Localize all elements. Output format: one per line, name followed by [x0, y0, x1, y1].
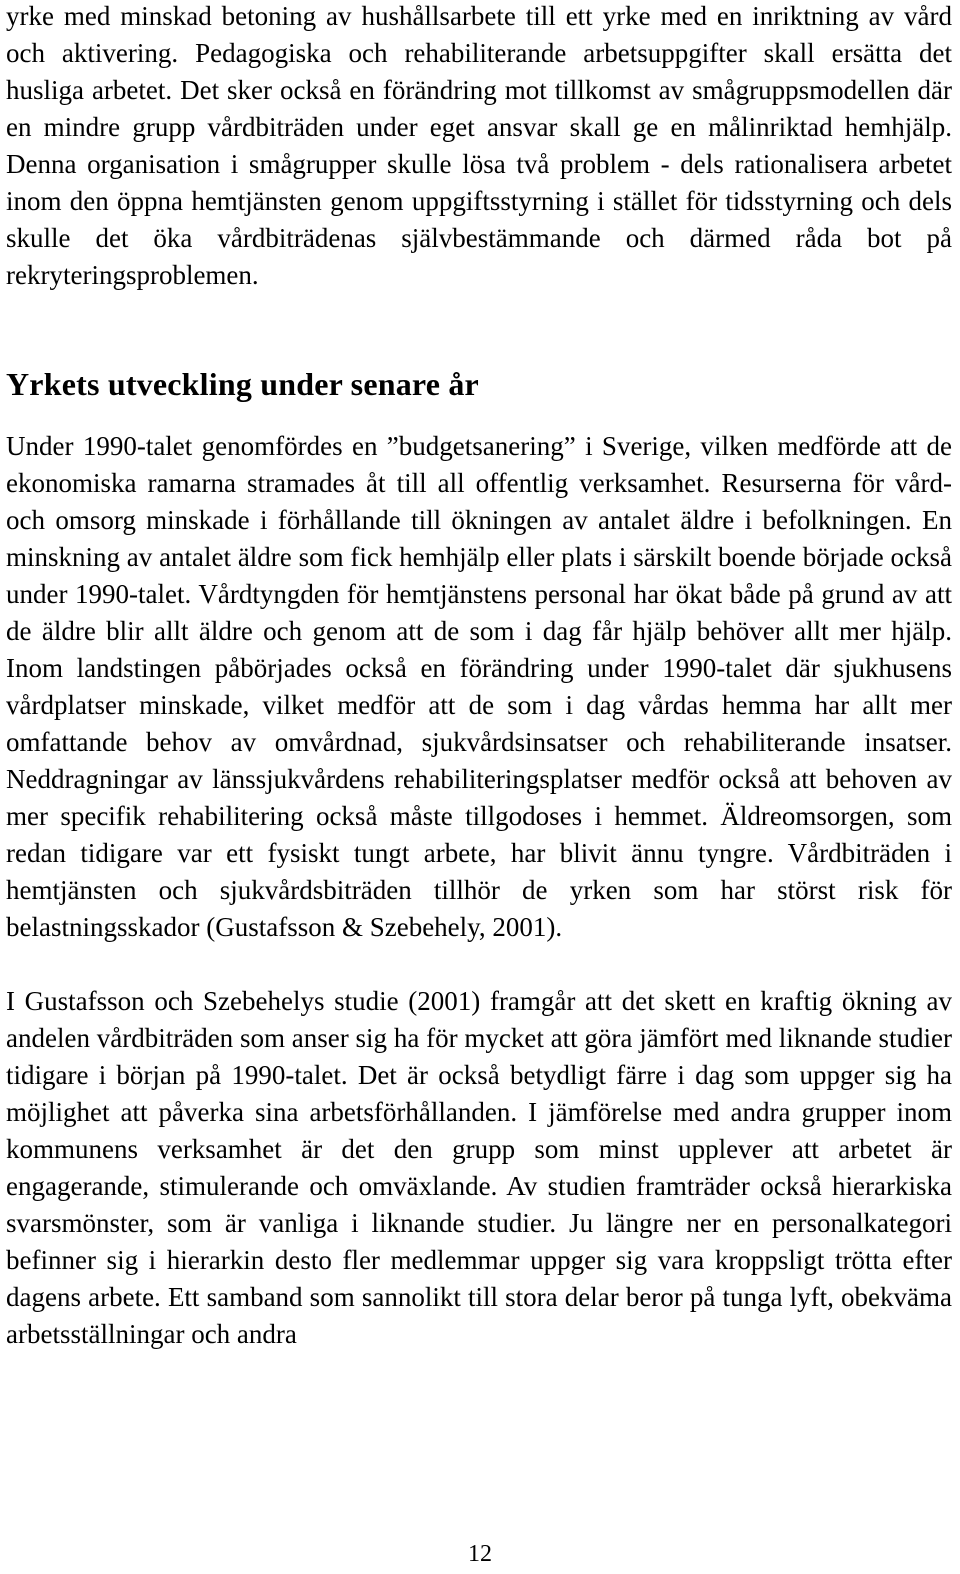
- document-page: [6, 0, 952, 1353]
- body-paragraph-budget: Under 1990-talet genomfördes en ”budgetsanering” i Sverige, vilken medförde att de ekonomiska ramarna stramades åt till all offentlig verksamhet. Resurserna för vård- och omsorg minskade i förhållande till ökningen av antalet äldre i befolkningen. En minskning av antalet äldre som fick hemhjälp eller plats i särskilt boende började också under 1990-talet. Vårdtyngden för hemtjänstens personal har ökat både på grund av att de äldre blir allt äldre och genom att de som i dag får hjälp behöver allt mer hjälp. Inom landstingen påbörjades också en förändring under 1990-talet där sjukhusens vårdplatser minskade, vilket medför att de som i dag vårdas hemma har allt mer omfattande behov av omvårdnad, sjukvårdsinsatser och rehabiliterande insatser. Neddragningar av länssjukvårdens rehabiliteringsplatser medför också att behoven av mer specifik rehabilitering också måste tillgodoses i hemmet. Äldreomsorgen, som redan tidigare var ett fysiskt tungt arbete, har blivit ännu tyngre. Vårdbiträden i hemtjänsten och sjukvårdsbiträden tillhör de yrken som har störst risk för belastningsskador (Gustafsson & Szebehely, 2001).: [6, 431, 952, 942]
- spacer: [6, 294, 952, 364]
- page-number: 12: [468, 1541, 492, 1567]
- section-heading: Yrkets utveckling under senare år: [6, 366, 479, 402]
- spacer: [6, 404, 952, 428]
- body-paragraph-study: I Gustafsson och Szebehelys studie (2001) framgår att det skett en kraftig ökning av andelen vårdbiträden som anser sig ha för mycket att göra jämfört med liknande studier tidigare i början på 1990-talet. Det är också betydligt färre i dag som uppger sig ha möjlighet att påverka sina arbetsförhållanden. I jämförelse med andra grupper inom kommunens verksamhet är det den grupp som minst upplever att arbetet är engagerande, stimulerande och omväxlande. Av studien framträder också hierarkiska svarsmönster, som är vanliga i liknande studier. Ju längre ner en personalkategori befinner sig i hierarkin desto fler medlemmar uppger sig vara kroppsligt trötta efter dagens arbete. Ett samband som sannolikt till stora delar beror på tunga lyft, obekväma arbetsställningar och andra: [6, 986, 952, 1349]
- spacer: [6, 946, 952, 983]
- body-paragraph-intro: yrke med minskad betoning av hushållsarbete till ett yrke med en inriktning av vård och aktivering. Pedagogiska och rehabiliterande arbetsuppgifter skall ersätta det husliga arbetet. Det sker också en förändring mot tillkomst av smågruppsmodellen där en mindre grupp vårdbiträden under eget ansvar skall ge en målinriktad hemhjälp. Denna organisation i smågrupper skulle lösa två problem - dels rationalisera arbetet inom den öppna hemtjänsten genom uppgiftsstyrning i stället för tidsstyrning och dels skulle det öka vårdbiträdenas självbestämmande och därmed råda bot på rekryteringsproblemen.: [6, 1, 952, 290]
